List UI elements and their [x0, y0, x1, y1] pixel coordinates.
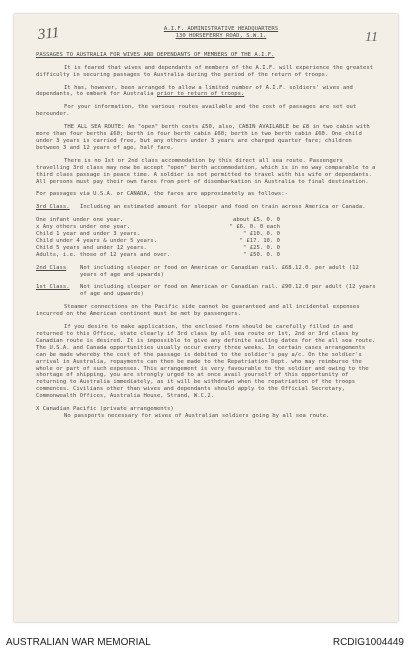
fare-amount: " £10. 0. 0: [243, 231, 280, 238]
fare-amount: about £5. 0. 0: [232, 217, 280, 224]
paragraph-2: [36, 85, 376, 99]
paragraph-9: X Canadian Pacific (private arrangements): [36, 406, 174, 413]
fare-row: [36, 252, 286, 259]
paragraph-2-text: It has, however, been arranged to allow a limited number of A.I.F. soldiers' wives and dependants, to embark for Australia: [36, 84, 353, 98]
first-class-label: 1st Class.: [36, 284, 70, 291]
paragraph-8: If you desire to make application, the enclosed form should be carefully filled in and returned to this Office, state clearly if 3rd class by all sea route or 1st, 2nd or 3rd class by Canadian route is desired. It is impossible to give any definite sailing dates for the all sea route. The U.S.A. and Canada opportunities usually occur every three weeks. In certain cases arrangements can be made whereby the cost of the passage is debited to the soldier's pay a/c. On the soldier's arrival in Australia, repayments can then be made to the Repatriation Dept. who may reimburse the whole or part of such expenses. This arrangement is very favourable to the soldier and owing to the shortage of shipping, you are strongly urged to at once avail yourself of this opportunity of returning to Australia immediately, as it will be withdrawn when the repatriation of the troops commences. Civilians other than wives and dependants should apply to the Official Secretary, Commonwealth Offices, Australia House, Strand, W.C.2.: [36, 324, 376, 400]
paragraph-5: There is no 1st or 2nd class accommodation by this direct all sea route. Passengers travelling 3rd class may now be accept "open" berth accommodation, which is in no way comparable to a third class passage in peace time. A soldier is not permitted to travel with his wife or dependants. All persons must pay their own fares from port of disembarkation in Australia to final destination.: [36, 157, 376, 185]
third-class-row: [36, 204, 376, 211]
fare-row: [36, 245, 286, 252]
fare-row: [36, 224, 286, 231]
fare-table: [36, 217, 286, 258]
archive-footer: [0, 630, 410, 654]
third-class-label: 3rd Class.: [36, 204, 70, 211]
paragraph-4: THE ALL SEA ROUTE: An "open" berth costs £50, also, CABIN AVAILABLE be £8 in two cabin with more than four berths £60; berth in four berth cabin £60; berth in two berth cabin £60. One child under 3 years is carried free, but any others under 3 years are charged quarter fare; children between 3 and 12 years of age, half fare.: [36, 124, 370, 151]
handwritten-folio-number: 11: [365, 30, 378, 45]
second-class-row: [36, 265, 376, 279]
second-class-description: Not including sleeper or food on American or Canadian rail. £68.12.0. per adult (12 years of age and upwards): [80, 264, 359, 278]
fare-table-body: [36, 217, 286, 258]
fare-label: Adults, i.e. those of 12 years and over.: [36, 251, 171, 258]
fare-label: x Any others under one year.: [36, 224, 131, 231]
footer-record-id: RCDIG1004449: [332, 636, 404, 648]
document-body: [36, 26, 376, 426]
paragraph-6: For passages via U.S.A. or CANADA, the fares are approximately as follows:-: [36, 191, 288, 198]
fare-amount: " £50. 0. 0: [243, 251, 280, 258]
paragraph-3: For your information, the various routes available and the cost of passages are set out hereunder.: [36, 104, 357, 118]
fare-amount: " £6. 0. 0 each: [229, 224, 280, 231]
footer-institution: AUSTRALIAN WAR MEMORIAL: [6, 636, 151, 648]
first-class-description: Not including sleeper or food on American or Canadian rail. £90.12.0 per adult (12 years of age and upwards): [80, 284, 376, 298]
handwritten-page-number: 311: [37, 24, 61, 44]
paragraph-7: Steamer connections on the Pacific side cannot be guaranteed and all incidental expenses incurred on the American continent must be met by passengers.: [36, 304, 360, 318]
fare-amount: " £25. 0. 0: [243, 244, 280, 251]
fare-amount: " £17. 10. 0: [239, 237, 280, 244]
fare-label: Child under 4 years & under 5 years.: [36, 237, 157, 244]
fare-row: [36, 238, 286, 245]
subject-line: PASSAGES TO AUSTRALIA FOR WIVES AND DEPENDANTS OF MEMBERS OF THE A.I.F.: [36, 51, 275, 58]
fare-label: One infant under one year.: [36, 217, 124, 224]
fare-label: Child 5 years and under 12 years.: [36, 244, 147, 251]
first-class-row: [36, 284, 376, 298]
fare-row: [36, 217, 286, 224]
header-line-2: 130 HORSEFERRY ROAD, S.W.1.: [175, 32, 267, 39]
paragraph-1: It is feared that wives and dependants of members of the A.I.F. will experience the greatest difficulty in securing passages to Australia during the period of the return of troops.: [36, 64, 374, 78]
paragraph-2-underlined: prior to return of troops.: [156, 91, 245, 98]
paragraph-10: No passports necessary for wives of Australian soldiers going by all sea route.: [64, 412, 330, 419]
third-class-description: Including an estimated amount for sleeper and food on train across America or Canada.: [80, 204, 366, 211]
header-line-1: A.I.F. ADMINISTRATIVE HEADQUARTERS: [163, 26, 279, 32]
fare-label: Child 1 year and under 3 years.: [36, 231, 141, 238]
fare-row: [36, 231, 286, 238]
second-class-label: 2nd Class: [36, 264, 67, 271]
